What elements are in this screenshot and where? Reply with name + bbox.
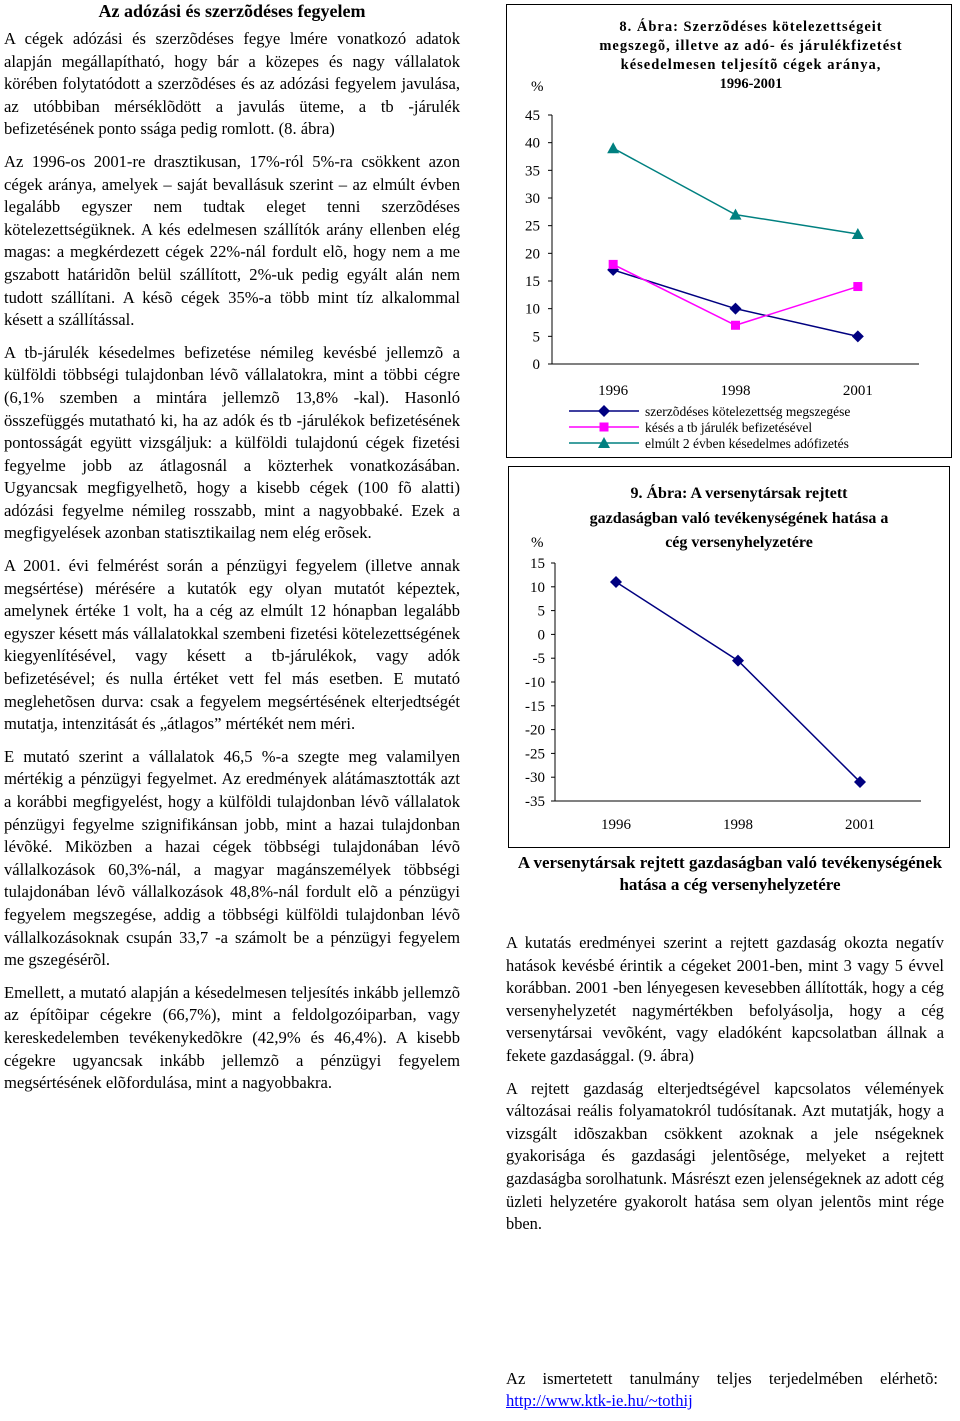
chart-9-y-tick-label: 0 [537,627,545,644]
chart-8-y-tick-label: 5 [532,329,540,346]
chart-8 [507,5,951,457]
chart-8-title-line-4: 1996-2001 [719,76,783,92]
paragraph-1: A cégek adózási és szerzõdéses fegye lmére vonatkozó adatok alapján megállapítható, hogy bár a közepes és nagy vállalatok körében folytatódott a szerzõdéses és az adózási fegyelem javulása, az utóbbiban mérséklõdött a javulás üteme, a tb -járulék befizetésének ponto ssága pedig romlott. (8. ábra) [4,29,460,139]
chart-9-series-line [616,582,860,782]
chart-8-series-3-point [730,209,742,220]
chart-9-x-tick-label: 1996 [601,817,631,833]
footer-text: Az ismertetett tanulmány teljes terjedelmében elérhetõ: [506,1369,938,1388]
chart-8-series-2-point [609,260,618,269]
paragraph-4: A 2001. évi felmérést során a pénzügyi fegyelem (illetve annak megsértése) mérésére a kutatók egy olyan mutatót képeztek, amelynek értéke 1 volt, ha a cég az elmúlt 12 hónapban legalább egyszer késett más vállalatokkal szembeni fizetési kötelezettségének kiegyenlítésével, vagy késett a tb-járulékok, vagy adók befizetésével; és nulla értéket vett fel más esetben. E mutató meglehetõsen durva: csak a fegyelem megsértésének elterjedtségét mutatja, intenzitását és „átlagos” mértékét nem méri. [4,556,460,734]
chart-8-series-2-line [613,264,858,325]
chart-9-x-tick-label: 1998 [723,817,753,833]
chart-9-title-line-3: cég versenyhelyzetére [665,534,813,551]
chart-9 [509,467,949,847]
chart-8-legend-label-1: szerzõdéses kötelezettség megszegése [645,404,851,419]
chart-8-y-tick-label: 45 [525,108,540,124]
chart-8-x-tick-label: 2001 [842,383,873,399]
paragraph-6: Emellett, a mutató alapján a késedelmesen teljesítés inkább jellemzõ az építõipar cégekre (66,7%), mint a feldolgozóiparban, vagy kereskedelemben tevékenykedõkre (42,9% és 46,4%). A kisebb cégekre ugyancsak inkább jellemzõ a pénzügyi fegyelem megsértésének elõfordulása, mint a nagyobbakra. [4,982,460,1093]
paragraph-3: A tb-járulék késedelmes befizetése némileg kevésbé jellemzõ a külföldi többségi tulajdonban lévõ vállalatokra, mint a többi cégre (6,1% szemben a mintára jellemzõ 13,8% -kal). Hasonló összefüggés mutatható ki, ha az adók és tb -járulékok befizetésének pontosságát együtt vizsgáljuk: a külföldi tulajdonú cégek fizetési fegyelme jobb az átlagosnál a közterhek vonatkozásában. Ugyancsak megfigyelhetõ, hogy a kisebb cégek (100 fõ alatti) adózási fegyelme némileg rosszabb, mint a nagyobbaké. Ezek a megfigyelések azonban statisztikailag nem elég erõsek. [4,342,460,543]
chart-8-title-line-1: 8. Ábra: Szerzõdéses kötelezettségeit [619,19,883,35]
chart-9-x-tick-label: 2001 [845,817,875,833]
chart-8-y-tick-label: 30 [525,191,540,207]
chart-9-caption: A versenytársak rejtett gazdaságban való tevékenységének hatása a cég versenyhelyzetére [517,853,943,894]
paragraph-5: E mutató szerint a vállalatok 46,5 %-a szegte meg valamilyen mértékig a pénzügyi fegyelmet. Az eredmények alátámasztották azt a korábbi megfigyelést, hogy a külföldi tulajdonban lévõ vállalatok pénzügyi fegyelme szignifikánsan jobb, mint a hazai tulajdonban lévõké. Miközben a hazai cégek többségi tulajdonában lévõ vállalkozások 60,3%-nál, a magyar magánszemélyek többségi tulajdonában lévõ vállalkozások 48,8%-nál fordult elõ a pénzügyi fegyelem megszegése, addig a többségi külföldi tulajdonban lévõ vállalkozásoknak csupán 33,7 -a számolt be a pénzügyi fegyelem me gszegésérõl. [4,746,460,970]
chart-9-title-line-2: gazdaságban való tevékenységének hatása a [589,510,889,527]
footer-link[interactable]: http://www.ktk-ie.hu/~tothij [506,1391,693,1410]
chart-9-y-tick-label: -10 [525,675,545,691]
chart-8-legend-marker-2 [600,423,609,432]
chart-9-y-tick-label: -35 [525,794,545,810]
chart-8-ylabel: % [531,79,544,95]
chart-9-y-tick-label: -30 [525,770,545,787]
chart-8-series-3-point [607,142,619,153]
chart-8-legend-label-2: késés a tb járulék befizetésével [645,420,813,435]
chart-8-x-tick-label: 1998 [720,383,751,399]
chart-9-box [508,466,950,848]
chart-9-y-tick-label: -15 [525,698,545,715]
chart-8-y-tick-label: 25 [525,218,540,235]
chart-9-y-tick-label: 5 [537,603,545,620]
chart-8-legend-marker-1 [598,405,610,417]
chart-8-title-line-2: megszegõ, illetve az adó- és járulékfizetést [599,38,903,54]
right-column [506,932,944,1246]
chart-8-x-tick-label: 1996 [598,383,629,399]
chart-8-series-2-point [853,282,862,291]
chart-9-ylabel: % [531,535,544,551]
chart-9-title-line-1: 9. Ábra: A versenytársak rejtett [630,485,848,502]
chart-8-series-2-point [731,321,740,330]
chart-9-y-tick-label: -20 [525,722,545,739]
chart-8-series-1-point [852,330,864,342]
right-paragraph-2: A rejtett gazdaság elterjedtségével kapcsolatos vélemények változásai reális folyamatokról tudósítanak. Azt mutatják, hogy a vizsgált idõszakban csökkent azoknak a jele nségeknek gyakorisága és gazdasági jelentõsége, melyeket a rejtett gazdaságba sorolhatunk. Másrészt ezen jelenségeknek az adott cég üzleti helyzetére gyakorolt hatása sem olyan jelentõs mint rége bben. [506,1078,944,1234]
chart-9-series-point [610,576,622,588]
chart-8-y-tick-label: 40 [525,135,540,152]
chart-8-box [506,4,952,458]
chart-8-title-line-3: késedelmesen teljesítõ cégek aránya, [620,57,882,73]
chart-8-y-tick-label: 0 [532,357,540,373]
paragraph-2: Az 1996-os 2001-re drasztikusan, 17%-ról 5%-ra csökkent azon cégek aránya, amelyek – saját bevallásuk szerint – az elmúlt évben legalább egyszer nem tudtak eleget tenni szerzõdéses kötelezettségüknek. A kés edelmesen szállítók arány ellenben elég magas: a megkérdezett cégek 22%-nál fordult elõ, hogy nem a me gszabott határidõn belül szállított, 2%-uk pedig egyált alán nem tudott szállítani. A késõ cégek 35%-a több mint tíz alkalommal késett a szállítással. [4,151,460,330]
chart-8-legend-label-3: elmúlt 2 évben késedelmes adófizetés [645,436,849,451]
chart-8-y-tick-label: 35 [525,163,540,180]
right-paragraph-1: A kutatás eredményei szerint a rejtett gazdaság okozta negatív hatások kevésbé érintik a cégeket 2001-ben, mint 3 vagy 5 évvel korábban. 2001 -ben lényegesen kevesebben állították, hogy a cég versenyhelyzetét nagymértékben befolyásolja, hogy a cég versenytársai vevõként, vagy eladóként kapcsolatban állnak a fekete gazdasággal. (9. ábra) [506,933,944,1065]
chart-8-y-tick-label: 15 [525,274,540,290]
chart-9-y-tick-label: -5 [532,651,545,668]
chart-9-y-tick-label: -25 [525,746,545,763]
section-heading: Az adózási és szerzõdéses fegyelem [98,1,366,21]
left-column [4,0,460,1105]
chart-9-y-tick-label: 10 [530,579,545,596]
footer-note [506,1368,938,1412]
chart-9-y-tick-label: 15 [530,556,545,572]
chart-8-series-3-line [613,148,858,234]
chart-8-y-tick-label: 20 [525,246,540,263]
chart-8-y-tick-label: 10 [525,301,540,318]
chart-8-series-1-point [730,303,742,315]
